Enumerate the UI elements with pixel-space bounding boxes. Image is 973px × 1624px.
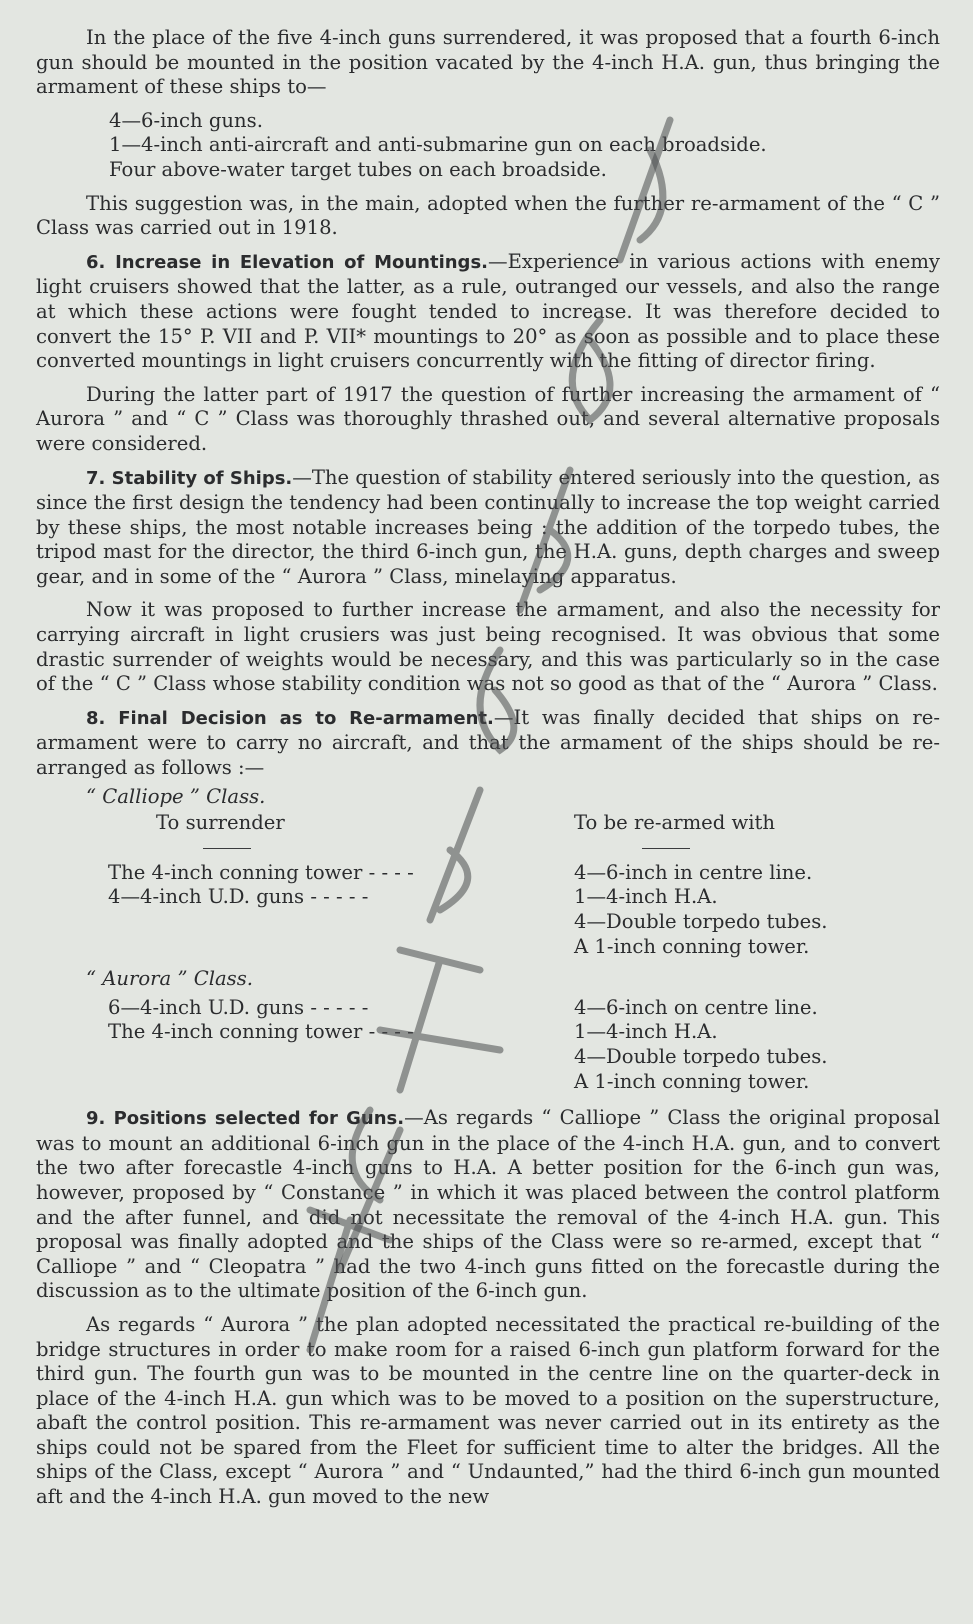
rearm-column [516, 811, 940, 959]
armament-list [36, 109, 940, 183]
section-text: —It was finally decided that ships on re-armament were to carry no aircraft, and that the armament of the ships should be re-arranged as follows :— [36, 705, 940, 780]
surrender-header: To surrender [156, 811, 285, 835]
section-heading: 9. Positions selected for Guns. [86, 1108, 405, 1130]
table-row: A 1-inch conning tower. [574, 1069, 810, 1093]
section-text: —As regards “ Calliope ” Class the original proposal was to mount an additional 6-inch gun in the place of the 4-inch H.A. gun, and to convert the two after forecastle 4-inch guns to H.A. A better position for the 6-inch gun was, however, proposed by “ Constance ” in which it was placed between the control platform and the after funnel, and did not necessitate the removal of the 4-inch H.A. gun. This proposal was finally adopted and the ships of the Class were so re-armed, except that “ Calliope ” and “ Cleopatra ” had the two 4-inch guns fitted on the forecastle during the discussion as to the ultimate position of the 6-inch gun. [36, 1106, 940, 1303]
section-text: —The question of stability entered seriously into the question, as since the first design the tendency had been continually to increase the top weight carried by these ships, the most notable increases being : the addition of the torpedo tubes, the tripod mast for the director, the third 6-inch gun, the H.A. guns, depth charges and sweep gear, and in some of the “ Aurora ” Class, minelaying apparatus. [36, 465, 940, 588]
surrender-column [36, 811, 516, 959]
list-item: 4—6-inch guns. [109, 108, 263, 132]
table-row: 4—6-inch on centre line. [574, 995, 818, 1019]
section-6 [36, 250, 940, 374]
header-rule [203, 848, 251, 849]
list-item: 1—4-inch anti-aircraft and anti-submarine gun on each broadside. [109, 133, 767, 157]
list-item: Four above-water target tubes on each broadside. [109, 157, 607, 181]
table-row: A 1-inch conning tower. [574, 934, 810, 958]
paragraph-intro: In the place of the five 4-inch guns surrendered, it was proposed that a fourth 6-inch gun should be mounted in the position vacated by the 4-inch H.A. gun, thus bringing the armament of these ships to— [36, 26, 940, 99]
table-row: 1—4-inch H.A. [574, 885, 718, 909]
table-row: 4—Double torpedo tubes. [574, 1044, 828, 1068]
section-heading: 8. Final Decision as to Re-armament. [86, 707, 494, 729]
rearm-column [516, 996, 940, 1094]
surrender-column [36, 996, 516, 1094]
table-row: 4—Double torpedo tubes. [574, 910, 828, 933]
section-heading: 7. Stability of Ships. [86, 467, 293, 489]
section-9 [36, 1106, 940, 1304]
table-row: 4—4-inch U.D. guns - - - - - [108, 885, 369, 909]
aurora-table [36, 996, 940, 1094]
paragraph-aurora: As regards “ Aurora ” the plan adopted necessitated the practical re-building of the bridge structures in order to make room for a raised 6-inch gun platform forward for the third gun. The fourth gun was to be mounted in the centre line on the quarter-deck in place of the 4-inch H.A. gun which was to be moved to a position on the superstructure, abaft the control position. This re-armament was never carried out in its entirety as the ships could not be spared from the Fleet for sufficient time to alter the bridges. All the ships of the Class, except “ Aurora ” and “ Undaunted,” had the third 6-inch gun mounted aft and the 4-inch H.A. gun moved to the new [36, 1312, 940, 1509]
paragraph-aircraft: Now it was proposed to further increase the armament, and also the necessity for carrying aircraft in light crusiers was just being recognised. It was obvious that some drastic surrender of weights would be necessary, and this was particularly so in the case of the “ C ” Class whose stability condition was not so good as that of the “ Aurora ” Class. [36, 598, 940, 696]
section-text: —Experience in various actions with enemy light cruisers showed that the latter, as a rule, outranged our vessels, and also the range at which these actions were fought tended to increase. It was therefore decided to convert the 15° P. VII and P. VII* mountings to 20° as soon as possible and to place these converted mountings in light cruisers concurrently with the fitting of director firing. [36, 249, 940, 373]
table-row: 1—4-inch H.A. [574, 1020, 718, 1044]
rearm-header: To be re-armed with [574, 811, 776, 835]
aurora-class-title: “ Aurora ” Class. [86, 967, 253, 991]
calliope-table [36, 811, 940, 959]
table-row: 4—6-inch in centre line. [574, 860, 813, 884]
calliope-class-title: “ Calliope ” Class. [86, 784, 266, 808]
section-7 [36, 466, 940, 590]
section-heading: 6. Increase in Elevation of Mountings. [86, 251, 488, 273]
table-row: The 4-inch conning tower - - - - [108, 860, 414, 884]
table-row: The 4-inch conning tower - - - - [108, 1020, 414, 1044]
paragraph-1917: During the latter part of 1917 the question of further increasing the armament of “ Aurora ” and “ C ” Class was thoroughly thrashed out, and several alternative proposals were considered. [36, 382, 940, 455]
paragraph-suggestion: This suggestion was, in the main, adopted when the further re-armament of the “ C ” Class was carried out in 1918. [36, 191, 940, 240]
section-8 [36, 706, 940, 781]
table-row: 6—4-inch U.D. guns - - - - - [108, 995, 369, 1019]
header-rule [642, 848, 690, 849]
